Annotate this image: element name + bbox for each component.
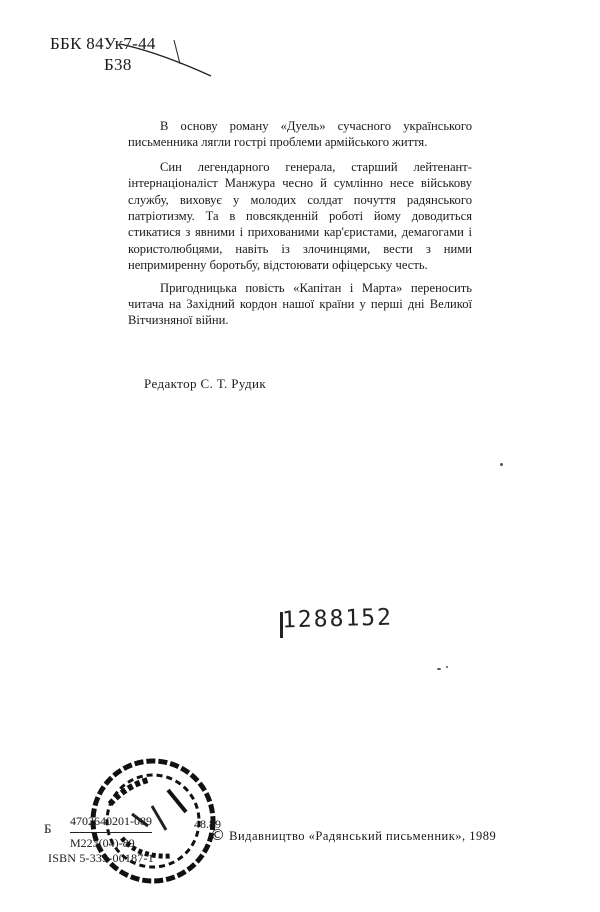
editor-credit: Редактор С. Т. Рудик xyxy=(144,376,267,391)
isbn: ISBN 5-333-00187-1 xyxy=(48,851,154,865)
inventory-number-stamp: 1288152 xyxy=(281,604,394,634)
annotation-paragraph: В основу роману «Дуель» сучасного українського письменника лягли гострі проблеми армійського життя. xyxy=(128,119,472,150)
copyright-symbol: © xyxy=(210,826,226,844)
imprint-price: 48.89 xyxy=(194,817,221,831)
annotation-paragraph: Пригодницька повість «Капітан і Марта» переносить читача на Західний кордон нашої країни у перші дні Великої Вітчизняної війни. xyxy=(128,280,472,328)
imprint-letter: Б xyxy=(44,821,52,836)
book-annotation xyxy=(128,118,472,335)
ink-speck xyxy=(500,463,503,466)
copyright-line xyxy=(210,826,496,844)
annotation-paragraph: Син легендарного генерала, старший лейтенант-інтернаціоналіст Манжура чесно й сумлінно несе військову службу, виховує у молодих солдат почуття радянського патріотизму. Та в повсякденній роботі йому доводиться стикатися з явними і прихованими кар'єристами, демагогами і користолюбцями, навіть із злочинцями, вести з ними непримиренну боротьбу, відстоювати офіцерську честь. xyxy=(128,159,472,273)
ink-speck xyxy=(437,668,441,670)
bbk-code: ББК 84Ук7-44 xyxy=(50,34,156,53)
author-mark: Б38 xyxy=(104,55,132,74)
pen-strike-mark xyxy=(118,38,213,78)
ink-speck xyxy=(446,666,448,668)
copyright-text: Видавництво «Радянський письменник», 1989 xyxy=(229,829,497,843)
fraction-denominator: М223(04)-89 xyxy=(70,836,135,850)
fraction-numerator: 4702640201-089 xyxy=(70,812,152,833)
imprint-fraction xyxy=(70,812,152,853)
